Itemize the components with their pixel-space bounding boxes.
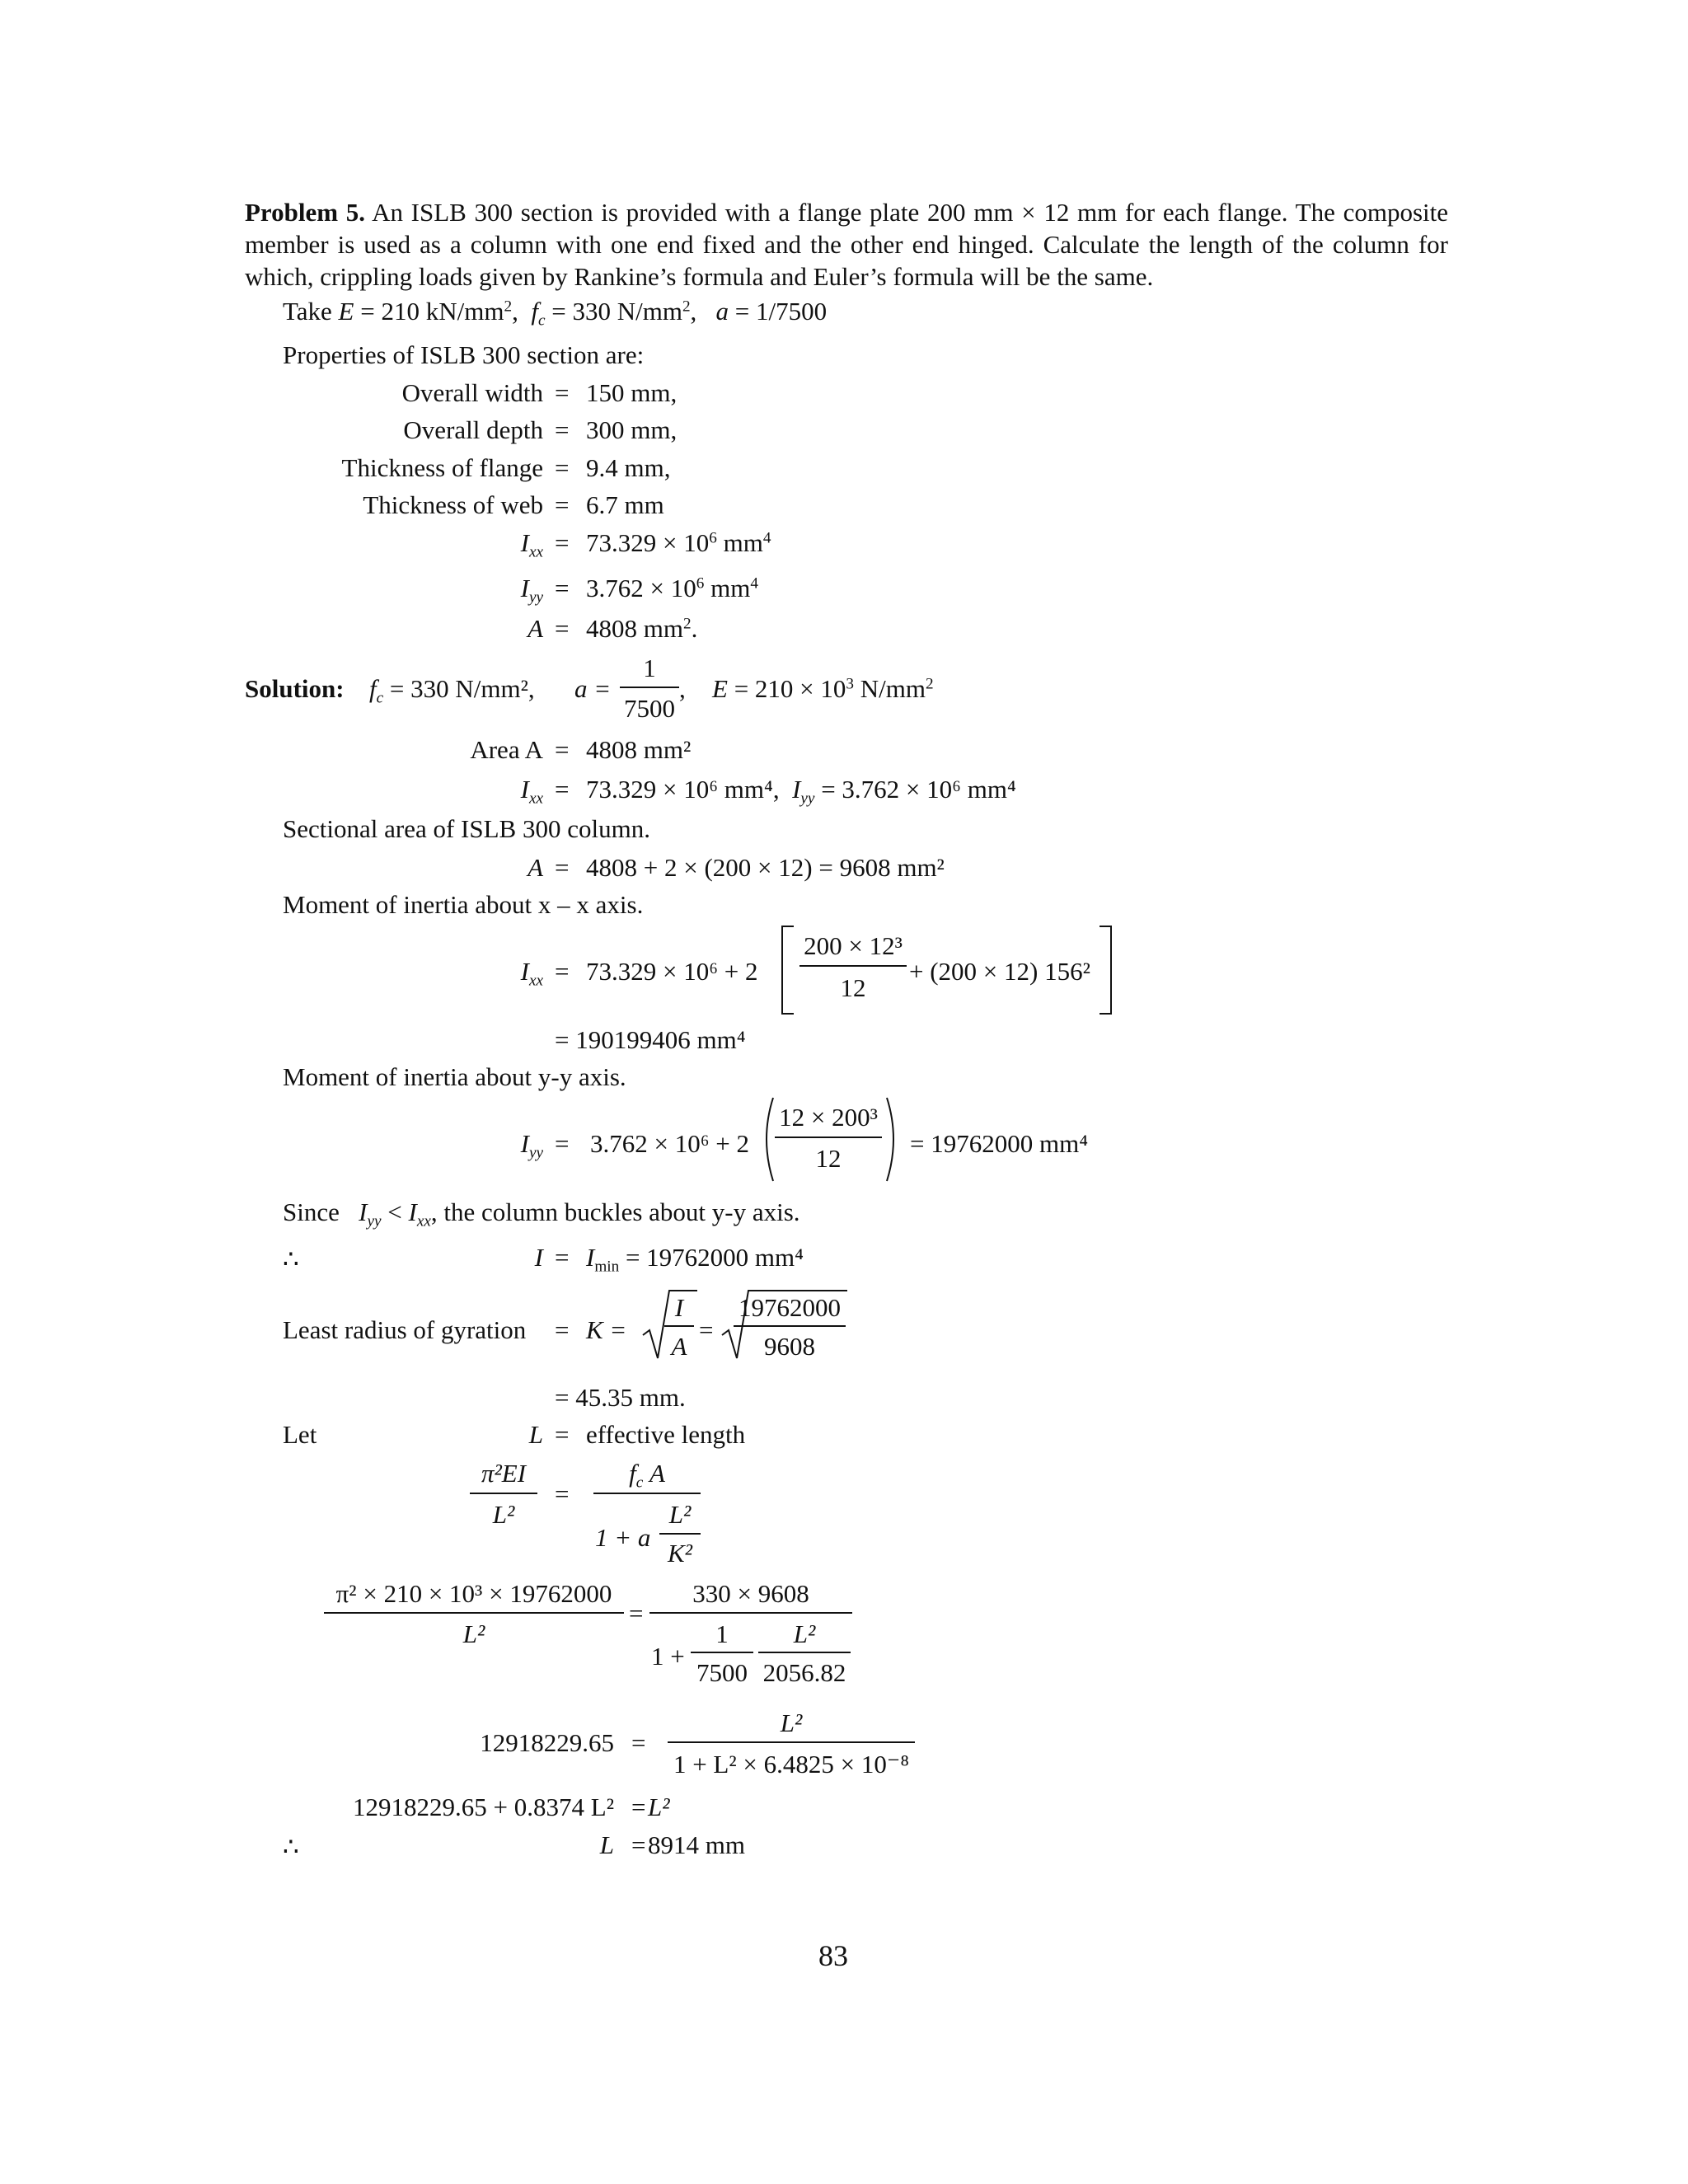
left-bracket [779,925,797,1015]
fc-subscript: c [537,312,546,330]
fc-value: = 330 N/mm [545,297,682,326]
step1-f-numerator: 1 [715,1619,729,1648]
l-definition: effective length [586,1420,746,1449]
equals-sign: = [555,1315,570,1344]
gyration-numerator: 19762000 [738,1293,841,1322]
right-paren [884,1096,902,1183]
fraction-bar [649,1612,852,1614]
ixx-symbol: $I_{xx}$ [520,775,543,808]
equals-sign: = [555,1479,570,1508]
moi-yy-numerator: 12 × 200³ [779,1103,878,1132]
gyration-result: = 45.35 mm. [555,1383,686,1412]
step1-f-denominator: 7500 [696,1658,748,1687]
moi-xx-denominator: 12 [840,973,866,1002]
equals-sign: = [629,1599,644,1628]
equals-sign: = [555,735,570,764]
step3-left: 12918229.65 + 0.8374 L² [353,1793,614,1821]
fraction-bar [758,1652,851,1653]
rankine-numerator: $f_c$ A [629,1459,665,1492]
property-value: 300 mm, [586,415,678,444]
ixx-symbol: $I_{xx}$ [520,528,543,561]
step1-denominator: L² [462,1619,485,1648]
equals-sign: = [555,415,570,444]
a-numerator: 1 [643,654,656,682]
property-label: Overall depth [403,415,543,444]
area-value: 4808 mm² [586,735,692,764]
step1-numerator: π² × 210 × 10³ × 19762000 [335,1579,612,1608]
sectional-area-text: Sectional area of ISLB 300 column. [283,814,650,843]
moi-yy-text: Moment of inertia about y-y axis. [283,1062,626,1091]
solution-fc: $f_c = 330$ N/mm², [369,674,535,707]
property-value: 150 mm, [586,378,678,407]
equals-sign: = [555,775,570,804]
rankine-fraction-denominator: K² [668,1539,692,1568]
left-paren [758,1096,776,1183]
moi-xx-right: + (200 × 12) 156² [909,957,1090,986]
property-value: 6.7 mm [586,490,664,519]
fraction-bar [659,1533,701,1535]
l-symbol: L [599,1830,614,1859]
equals-sign: = [555,853,570,882]
fraction-bar [664,1325,694,1327]
iyy-symbol: $I_{yy}$ [520,574,543,607]
ixx-symbol: $I_{xx}$ [520,957,543,990]
inertia-values: 73.329 × 10⁶ mm⁴, $I_{yy} = 3.762 \times 10^6$ mm⁴ [586,775,1016,808]
step1-g-denominator: 2056.82 [762,1658,846,1687]
moi-xx-numerator: 200 × 12³ [804,931,903,960]
equals-sign: = [631,1793,646,1821]
solution-a-eq: a = [574,674,612,703]
equals-sign: = [555,1420,570,1449]
a-symbol: a [715,297,729,326]
property-label: Thickness of web [363,490,543,519]
step2-denominator: 1 + L² × 6.4825 × 10⁻⁸ [673,1750,910,1779]
moi-yy-denominator: 12 [815,1144,842,1173]
step1-g-numerator: L² [793,1619,816,1648]
equals-sign: = [555,614,570,643]
fraction-bar [799,965,907,967]
equals-sign: = [555,574,570,602]
let-label: Let [283,1420,317,1449]
area-label: Area A [470,735,543,764]
a-denominator: 7500 [624,694,675,723]
right-bracket [1096,925,1114,1015]
fc-exponent: 2 [682,298,691,316]
fraction-bar [775,1137,882,1138]
equals-sign: = [555,1243,570,1272]
equals-sign: = [555,957,570,986]
e-value: = 210 kN/mm [354,297,504,326]
euler-denominator: L² [492,1500,515,1529]
fraction-bar [324,1612,624,1614]
gyration-k: K = [586,1315,627,1344]
e-symbol: E [338,297,354,326]
i-symbol: I [534,1243,543,1272]
since-line: Since $I_{yy} < I_{xx}$, the column buckles about y-y axis. [283,1197,800,1230]
property-label: Overall width [401,378,543,407]
problem-statement [245,196,1448,293]
sectional-area-eq: 4808 + 2 × (200 × 12) = 9608 mm² [586,853,945,882]
step3-right: L² [648,1793,670,1821]
moi-xx-left: 73.329 × 10⁶ + 2 [586,957,758,986]
fraction-bar [593,1493,701,1494]
imin-value: $I_{min} = 19762000$ mm⁴ [586,1243,804,1276]
iyy-symbol: $I_{yy}$ [520,1129,543,1162]
property-label: Thickness of flange [341,453,543,482]
step1-one-plus: 1 + [651,1642,685,1671]
moi-yy-left: 3.762 × 10⁶ + 2 [590,1129,750,1158]
equals-sign: = [631,1830,646,1859]
comma: , [679,674,686,703]
equals-sign: = [699,1315,714,1344]
a-value: = 1/7500 [729,297,828,326]
gyration-label: Least radius of gyration [283,1315,527,1344]
area-value: 4808 $mm^2$. [586,614,698,643]
gyration-a: A [671,1332,687,1361]
equals-sign: = [555,453,570,482]
fraction-bar [668,1741,915,1743]
solution-label: Solution: [245,674,345,703]
therefore-symbol: ∴ [283,1244,299,1273]
e-exponent: 2 [504,298,513,316]
property-value: 9.4 mm, [586,453,671,482]
ixx-value: $73.329 \times 10^6$ $mm^4$ [586,528,771,557]
gyration-denominator: 9608 [764,1332,815,1361]
fraction-bar [691,1652,753,1653]
iyy-value: $3.762 \times 10^6$ $mm^4$ [586,574,758,602]
euler-numerator: π²EI [481,1459,527,1488]
step2-left: 12918229.65 [480,1728,614,1757]
moi-xx-text: Moment of inertia about x – x axis. [283,890,644,919]
l-symbol: L [528,1420,543,1449]
step2-numerator: L² [780,1708,803,1737]
fraction-bar [470,1493,537,1494]
area-symbol: A [528,853,543,882]
page-number: 83 [818,1939,848,1972]
equals-sign: = [555,378,570,407]
rankine-fraction-numerator: L² [668,1500,692,1529]
final-length: 8914 mm [648,1830,745,1859]
equals-sign: = [555,1129,570,1158]
fraction-bar [620,687,679,688]
rankine-denominator: 1 + a [595,1523,651,1552]
moi-xx-result: = 190199406 mm⁴ [555,1025,746,1054]
fc-symbol: f [531,297,538,326]
therefore-symbol: ∴ [283,1832,299,1861]
fraction-bar [734,1325,846,1327]
given-values: Take E = 210 $kN/mm^2$, $f_c = 330$ $N/mm^2$, a = 1/7500 [283,297,828,330]
take-label: Take [283,297,332,326]
equals-sign: = [555,490,570,519]
properties-intro: Properties of ISLB 300 section are: [283,340,645,369]
gyration-i: I [674,1293,684,1322]
problem-label: Problem 5. [245,198,366,227]
moi-yy-result: = 19762000 mm⁴ [910,1129,1089,1158]
equals-sign: = [555,528,570,557]
area-symbol: A [528,614,543,643]
problem-text: An ISLB 300 section is provided with a flange plate 200 mm × 12 mm for each flange. The composite member is used as a column with one end fixed and the other end hinged. Calculate the length of the column for which, crippling loads given by Rankine’s formula and Euler’s formula will be the same. [245,198,1449,291]
equals-sign: = [631,1728,646,1757]
solution-e: $E = 210 \times 10^3$ $N/mm^2$ [712,674,934,703]
step1-right-numerator: 330 × 9608 [692,1579,809,1608]
